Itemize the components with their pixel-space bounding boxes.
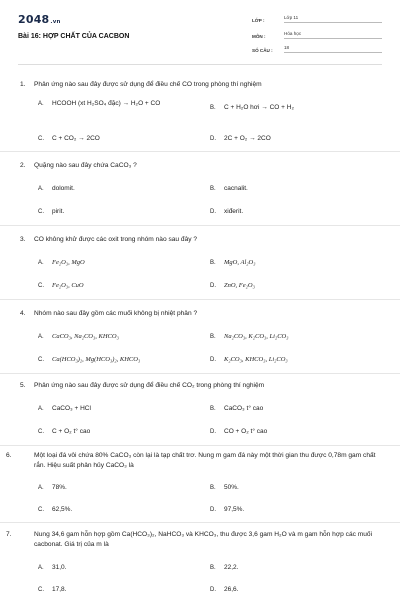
meta-value: 18 [284,45,382,53]
option-d[interactable]: D. xiđerit. [210,208,244,215]
option-d[interactable]: D. 97,5%. [210,506,245,513]
page-header [0,0,400,70]
option-b[interactable]: B. 50%. [210,484,239,491]
question-text: 6. Một loại đá vôi chứa 80% CaCO₃ còn lại là tạp chất trơ. Nung m gam đá này một thời gian thu được 0,78m gam chất rắn. Hiệu suất phản hủy CaCO₃ là [6,452,376,469]
meta-question-count [252,45,382,53]
question-text: 3. CO không khử được các oxit trong nhóm nào sau đây ? [20,236,198,243]
option-c[interactable]: C. 62,5%. [38,506,73,513]
site-logo[interactable]: 2048.vn [18,13,61,26]
option-b[interactable]: B. MgO, Al₂O₃ [210,259,256,266]
option-d[interactable]: D. 26,6. [210,586,239,593]
option-b[interactable]: B. cacnalit. [210,185,248,192]
option-a[interactable]: A. 78%. [38,484,67,491]
meta-value: Lớp 11 [284,15,382,23]
option-c[interactable]: C. Fe₂O₃, CuO [38,282,84,289]
question-text: 4. Nhóm nào sau đây gồm các muối không bị nhiệt phân ? [20,310,198,317]
question-text: 2. Quặng nào sau đây chứa CaCO₃ ? [20,162,137,169]
meta-subject [252,31,382,39]
header-divider [18,64,382,65]
question-divider [0,151,400,152]
option-a[interactable]: A. 31,0. [38,564,67,571]
option-b[interactable]: B. C + H₂O hơi → CO + H₂ [210,104,294,111]
option-c[interactable]: C. C + CO₂ → 2CO [38,135,100,142]
question-divider [0,373,400,374]
option-a[interactable]: A. dolomit. [38,185,75,192]
option-d[interactable]: D. K₂CO₃, KHCO₃, Li₂CO₃ [210,356,288,363]
option-a[interactable]: A. CaCO₃ + HCl [38,405,91,412]
meta-label: SỐ CÂU : [252,48,273,53]
option-d[interactable]: D. ZnO, Fe₂O₃ [210,282,255,289]
meta-value: Hóa học [284,31,382,39]
option-d[interactable]: D. CO + O₂ t° cao [210,428,268,435]
question-text: 5. Phản ứng nào sau đây được sử dụng để điều chế CO₂ trong phòng thí nghiệm [20,382,265,389]
meta-label: MÔN : [252,34,266,39]
option-c[interactable]: C. Ca(HCO₃)₂, Mg(HCO₃)₂, KHCO₃ [38,356,141,363]
option-c[interactable]: C. pirit. [38,208,65,215]
question-divider [0,299,400,300]
page-title: Bài 16: HỢP CHẤT CỦA CACBON [18,33,130,40]
question-text: 1. Phản ứng nào sau đây được sử dụng để điều chế CO trong phòng thí nghiệm [20,81,262,88]
option-d[interactable]: D. 2C + O₂ → 2CO [210,135,271,142]
option-a[interactable]: A. Fe₂O₃, MgO [38,259,85,266]
option-b[interactable]: B. CaCO₃ t° cao [210,405,264,412]
meta-class [252,15,382,23]
option-b[interactable]: B. Na₂CO₃, K₂CO₃, Li₂CO₃ [210,333,289,340]
option-c[interactable]: C. C + O₂ t° cao [38,428,91,435]
option-c[interactable]: C. 17,8. [38,586,67,593]
question-divider [0,522,400,523]
question-text: 7. Nung 34,6 gam hỗn hợp gồm Ca(HCO₃)₂, NaHCO₃ và KHCO₃, thu được 3,6 gam H₂O và m gam hỗn hợp các muối cacbonat. Giá trị của m là [6,531,373,548]
option-a[interactable]: A. CaCO₃, Na₂CO₃, KHCO₃ [38,333,119,340]
question-divider [0,225,400,226]
option-b[interactable]: B. 22,2. [210,564,239,571]
question-divider [0,445,400,446]
option-a[interactable]: A. HCOOH (xt H₂SO₄ đặc) → H₂O + CO [38,100,161,107]
meta-label: LỚP : [252,18,265,23]
